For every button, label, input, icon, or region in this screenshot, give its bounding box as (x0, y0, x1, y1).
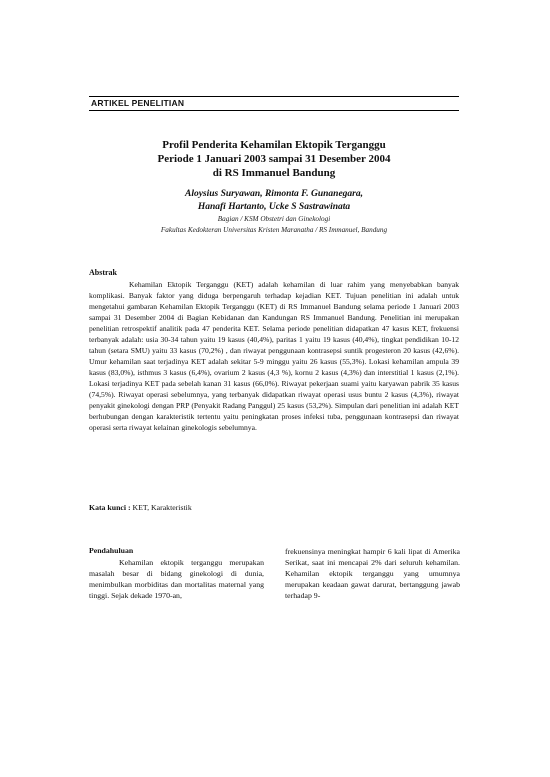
keywords-label: Kata kunci : (89, 503, 131, 512)
intro-column-left (89, 545, 264, 601)
authors-line-2: Hanafi Hartanto, Ucke S Sastrawinata (197, 202, 351, 212)
affiliation-line-1: Bagian / KSM Obstetri dan Ginekologi (217, 215, 331, 223)
header-rule-top (89, 96, 459, 97)
intro-right-text: frekuensinya meningkat hampir 6 kali lipat di Amerika Serikat, saat ini mencapai 2% dari seluruh kehamilan. Kehamilan ektopik terganggu yang umumnya merupakan keadaan gawat darurat, bertanggung jawab terhadap 9- (285, 547, 460, 600)
author-list (89, 188, 459, 214)
affiliation-line-2: Fakultas Kedokteran Universitas Kristen Maranatha / RS Immanuel, Bandung (160, 226, 388, 234)
authors-line-1: Aloysius Suryawan, Rimonta F. Gunanegara, (184, 189, 363, 199)
title-line-3: di RS Immanuel Bandung (212, 167, 336, 179)
intro-left-text: Kehamilan ektopik terganggu merupakan masalah besar di bidang ginekologi di dunia, menimbulkan morbiditas dan mortalitas maternal yang tinggi. Sejak dekade 1970-an, (89, 558, 264, 600)
title-line-2: Periode 1 Januari 2003 sampai 31 Desember 2004 (157, 153, 391, 165)
intro-heading: Pendahuluan (89, 546, 134, 555)
abstract (89, 279, 459, 433)
section-label: ARTIKEL PENELITIAN (91, 98, 185, 108)
keywords-value: KET, Karakteristik (130, 503, 192, 512)
article-title (89, 138, 459, 180)
keywords (89, 503, 192, 512)
abstract-heading: Abstrak (89, 268, 118, 277)
title-line-1: Profil Penderita Kehamilan Ektopik Terganggu (162, 139, 386, 151)
affiliation (89, 214, 459, 236)
header-rule-bottom (89, 110, 459, 111)
intro-column-right (285, 546, 460, 601)
abstract-text: Kehamilan Ektopik Terganggu (KET) adalah kehamilan di luar rahim yang menyebabkan banyak komplikasi. Banyak faktor yang diduga berpengaruh terhadap kejadian KET. Tujuan penelitian ini adalah untuk mengetahui gambaran Kehamilan Ektopik Terganggu (KET) di RS Immanuel Bandung selama periode 1 Januari 2003 sampai 31 Desember 2004 di Bagian Kebidanan dan Kandungan RS Immanuel Bandung. Penelitian ini merupakan penelitian retrospektif analitik pada 47 penderita KET. Selama periode penelitian didapatkan 47 kasus KET, frekuensi terbanyak adalah: usia 30-34 tahun yaitu 19 kasus (40,4%), paritas 1 yaitu 19 kasus (40,4%), tingkat pendidikan 10-12 tahun (setara SMU) yaitu 33 kasus (70,2%) , dan riwayat penggunaan kontrasepsi suntik progesteron 20 kasus (42,6%). Umur kehamilan saat terjadinya KET adalah sekitar 5-9 minggu yaitu 26 kasus (55,3%). Lokasi kehamilan ampula 39 kasus (83,0%), isthmus 3 kasus (6,4%), ovarium 2 kasus (4,3 %), kornu 2 kasus (4,3%) dan interstitial 1 kasus (2,1%). Lokasi terjadinya KET pada sebelah kanan 31 kasus (66,0%). Riwayat pekerjaan suami yaitu karyawan pabrik 35 kasus (74,5%). Riwayat operasi sebelumnya, yang terbanyak didapatkan riwayat operasi usus buntu 2 kasus (4,3%), riwayat penyakit ginekologi dengan PRP (Penyakit Radang Panggul) 25 kasus (53,2%). Simpulan dari penelitian ini adalah KET berhubungan dengan karakteristik tertentu yaitu peningkatan proses infeksi tuba, penggunaan kontrasepsi dan riwayat operasi serta riwayat kelainan ginekologis sebelumnya. (89, 280, 459, 432)
